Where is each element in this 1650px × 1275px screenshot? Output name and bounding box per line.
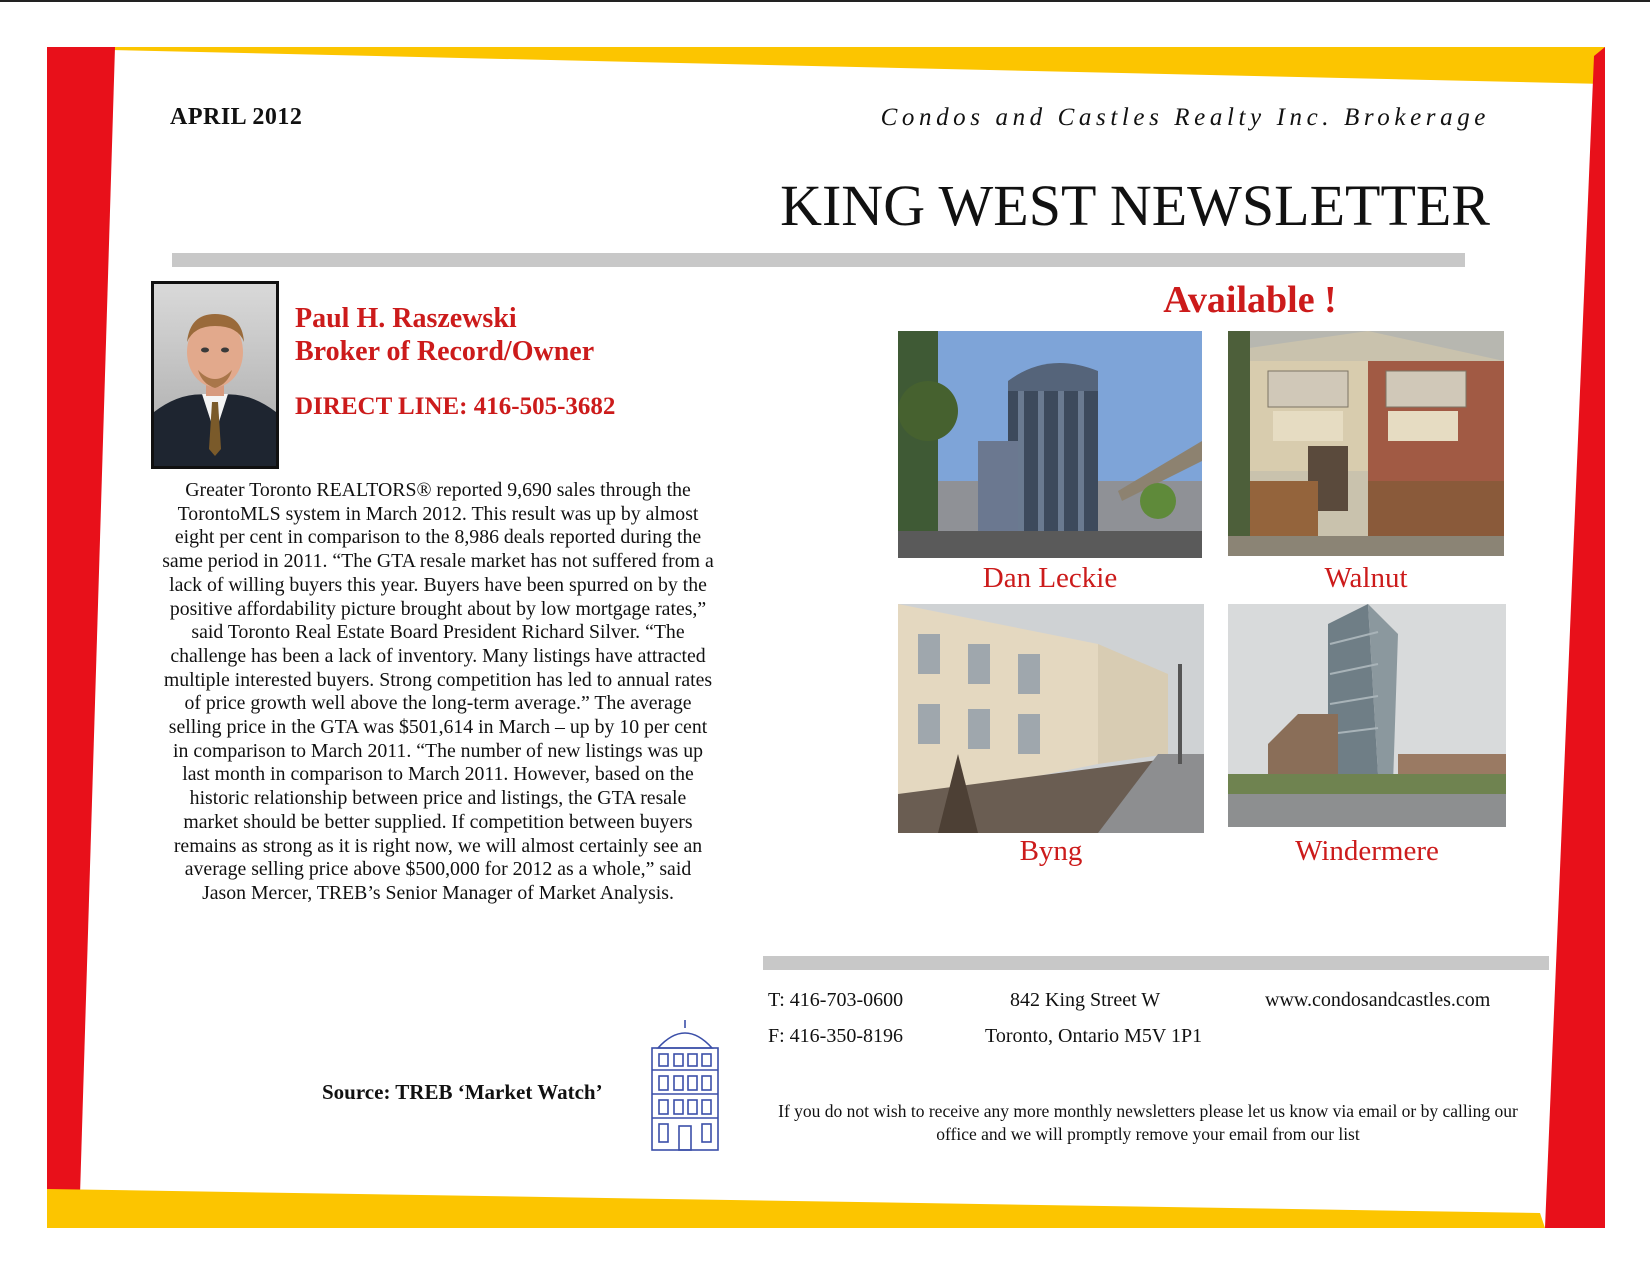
listing-photo-windermere[interactable]: [1228, 604, 1506, 827]
listing-label-dan-leckie: Dan Leckie: [982, 562, 1118, 594]
windermere-illustration: [1228, 604, 1506, 827]
frame-left-red: [47, 47, 115, 1228]
broker-portrait: [151, 281, 279, 469]
source-credit: Source: TREB ‘Market Watch’: [322, 1080, 603, 1104]
website-link[interactable]: www.condosandcastles.com: [1265, 989, 1491, 1011]
treb-building-logo: [648, 1018, 722, 1152]
listing-photo-dan-leckie[interactable]: [898, 331, 1202, 558]
listing-label-byng: Byng: [1019, 835, 1083, 867]
frame-top-yellow: [47, 47, 1605, 84]
byng-illustration: [898, 604, 1204, 833]
issue-date: APRIL 2012: [170, 104, 303, 130]
available-heading: Available !: [1163, 279, 1337, 321]
company-name: Condos and Castles Realty Inc. Brokerage: [880, 104, 1490, 131]
phone-number[interactable]: T: 416-703-0600: [768, 989, 904, 1011]
unsubscribe-notice: If you do not wish to receive any more monthly newsletters please let us know via email or by calling our office and we will promptly remove your email from our list: [778, 1101, 1518, 1144]
fax-number: F: 416-350-8196: [768, 1025, 903, 1047]
listing-photo-walnut[interactable]: [1228, 331, 1504, 556]
broker-info: [295, 302, 594, 368]
newsletter-title: KING WEST NEWSLETTER: [780, 173, 1490, 238]
dan-leckie-illustration: [898, 331, 1202, 558]
listing-label-walnut: Walnut: [1324, 562, 1408, 594]
frame-right-red: [1545, 47, 1605, 1228]
direct-line: DIRECT LINE: 416-505-3682: [295, 393, 616, 420]
frame-bottom-yellow: [47, 1189, 1545, 1228]
listing-label-windermere: Windermere: [1295, 835, 1439, 867]
city-address: Toronto, Ontario M5V 1P1: [985, 1025, 1203, 1047]
footer-divider: [763, 956, 1549, 970]
market-report-text: Greater Toronto REALTORS® reported 9,690 sales through the TorontoMLS system in March 2012. This result was up by almost eight per cent in comparison to the 8,986 deals reported during the same period in 2011. “The GTA resale market has not suffered from a lack of willing buyers this year. Buyers have been spurred on by the positive affordability picture brought about by low mortgage rates,” said Toronto Real Estate Board President Richard Silver. “The challenge has been a lack of inventory. Many listings have attracted multiple interested buyers. Strong competition has led to annual rates of price growth well above the long-term average.” The average selling price in the GTA was $501,614 in March – up by 10 per cent in comparison to March 2011. “The number of new listings was up last month in comparison to March 2011. However, based on the historic relationship between price and listings, the GTA resale market should be better supplied. If competition between buyers remains as strong as it is right now, we will almost certainly see an average selling price above $500,000 for 2012 as a whole,” said Jason Mercer, TREB’s Senior Manager of Market Analysis.: [162, 479, 714, 904]
header-divider: [172, 253, 1465, 267]
walnut-illustration: [1228, 331, 1504, 556]
broker-name: Paul H. Raszewski: [295, 303, 517, 334]
portrait-illustration: [154, 284, 276, 466]
street-address: 842 King Street W: [1010, 989, 1161, 1011]
broker-role: Broker of Record/Owner: [295, 336, 595, 367]
listing-photo-byng[interactable]: [898, 604, 1204, 833]
